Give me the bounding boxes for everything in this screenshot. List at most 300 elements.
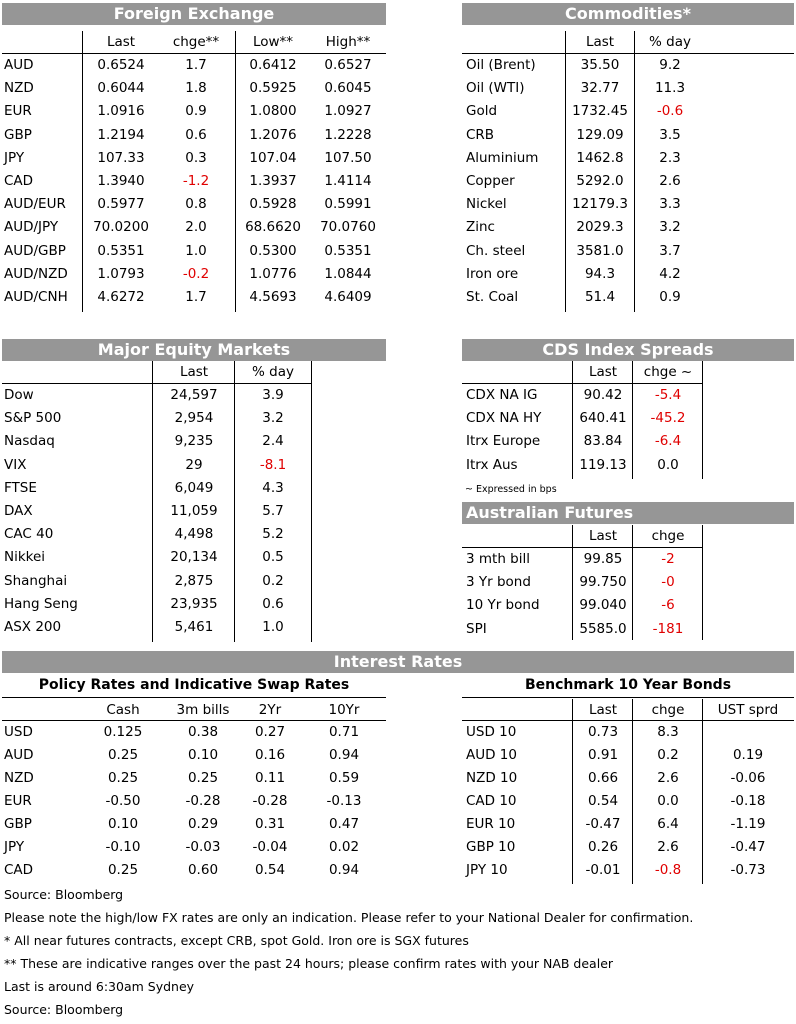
bonds-row-label: AUD 10 [466,747,517,763]
fx-row [2,54,386,77]
equities-cell: 2,954 [174,410,214,427]
bonds-cell: 0.54 [587,793,619,809]
rates-header: Interest Rates [2,651,794,673]
fx-cell: 1.7 [185,57,207,73]
fx-cell: 4.6272 [97,289,145,305]
policy-row [2,836,386,859]
cds-row [462,430,794,453]
fx-cell: 1.0776 [249,265,297,282]
fx-row [2,286,386,309]
equities-cell: 3.9 [262,387,284,403]
cds-note: ~ Expressed in bps [465,484,557,495]
fx-row-label: AUD/CNH [4,289,68,305]
policy-cell: 0.25 [107,747,139,763]
commodities-row [462,124,794,147]
cds-cell: 640.41 [579,410,627,427]
cds-row-label: CDX NA HY [466,410,542,427]
commodities-cell: 3.5 [659,126,681,143]
commodities-row-label: Aluminium [466,149,539,166]
fx-cell: 1.2228 [324,126,372,143]
fx-row-label: AUD/EUR [4,196,66,213]
cds-table [462,361,794,479]
commodities-cell: 12179.3 [572,196,628,213]
fx-cell: 0.5925 [249,80,297,97]
bonds-cell: -0.47 [585,816,621,832]
fx-cell: 0.6527 [324,57,372,73]
policy-cell: 0.27 [254,724,286,740]
bonds-row [462,767,794,790]
commodities-cell: 32.77 [580,80,620,97]
note-fx-disclaimer: Please note the high/low FX rates are only an indication. Please refer to your National Dealer for confirmation. [4,910,694,925]
equities-cell: 4.3 [262,479,284,496]
equities-cell: 11,059 [170,503,218,519]
futures-table [462,525,794,640]
equities-row [2,384,386,407]
bonds-cell: 0.0 [657,793,679,809]
fx-cell: 4.5693 [249,289,297,305]
fx-cell: 0.5977 [97,196,145,213]
cds-header-row [462,361,794,384]
policy-cell: 0.59 [328,770,360,786]
commodities-row [462,100,794,123]
fx-row [2,147,386,170]
equities-cell: 0.2 [262,572,284,589]
commodities-cell: 35.50 [580,57,620,73]
equities-cell: 2,875 [174,572,214,589]
policy-cell: 0.60 [187,862,219,878]
equities-cell: 6,049 [174,479,214,496]
cds-cell: -45.2 [650,410,686,427]
equities-cell: 2.4 [262,433,284,450]
bonds-row-label: NZD 10 [466,770,518,786]
policy-row-label: EUR [4,793,32,809]
note-source-2: Source: Bloomberg [4,1002,124,1017]
fx-cell: 0.5928 [249,196,297,213]
fx-cell: 0.8 [185,196,207,213]
policy-col-header: Cash [106,702,140,718]
bonds-title: Benchmark 10 Year Bonds [524,677,732,693]
note-futures: * All near futures contracts, except CRB, spot Gold. Iron ore is SGX futures [4,933,469,948]
fx-row [2,216,386,239]
futures-row [462,571,794,594]
commodities-cell: 51.4 [584,289,616,305]
fx-row-label: AUD/GBP [4,242,66,259]
policy-rates-title: Policy Rates and Indicative Swap Rates [38,677,350,693]
cds-cell: 90.42 [583,387,623,403]
futures-row [462,594,794,617]
note-ranges: ** These are indicative ranges over the past 24 hours; please confirm rates with your NAB dealer [4,956,614,971]
fx-col-header: Last [106,34,136,50]
commodities-cell: 3.3 [659,196,681,213]
equities-row [2,407,386,430]
policy-row [2,744,386,767]
commodities-row-label: Oil (Brent) [466,57,536,73]
policy-cell: 0.71 [328,724,360,740]
equities-row-label: Nasdaq [4,433,55,450]
cds-col-header: chge ~ [643,364,693,380]
bonds-row-label: JPY 10 [466,862,508,878]
fx-cell: 1.2194 [97,126,145,143]
commodities-table [462,31,794,312]
policy-rates-table [2,699,386,884]
note-timing: Last is around 6:30am Sydney [4,979,195,994]
policy-row [2,813,386,836]
equities-row-label: FTSE [4,479,37,496]
fx-cell: 1.0800 [249,103,297,120]
cds-row [462,454,794,477]
bonds-table [462,699,794,884]
commodities-cell: 1732.45 [572,103,628,120]
equities-cell: 23,935 [170,595,218,612]
commodities-header: Commodities* [462,3,794,25]
commodities-row-label: Ch. steel [466,242,526,259]
commodities-cell: 3.7 [659,242,681,259]
fx-cell: 0.5351 [97,242,145,259]
fx-cell: 1.0 [185,242,207,259]
policy-cell: 0.25 [107,862,139,878]
bonds-cell: -0.47 [730,839,766,855]
fx-cell: 2.0 [185,219,207,236]
bonds-cell: -0.06 [730,770,766,786]
commodities-row-label: St. Coal [466,289,519,305]
fx-cell: 0.6412 [249,57,297,73]
policy-row-label: JPY [4,839,25,855]
fx-row-label: NZD [4,80,34,97]
cds-row-label: Itrx Europe [466,433,541,450]
fx-row-label: AUD/NZD [4,265,68,282]
equities-cell: 29 [185,456,203,473]
futures-row-label: 10 Yr bond [466,597,540,614]
equities-cell: 20,134 [170,549,218,566]
equities-header: Major Equity Markets [2,339,386,361]
policy-cell: 0.10 [187,747,219,763]
policy-cell: 0.38 [187,724,219,740]
fx-cell: 107.04 [249,149,297,166]
fx-cell: 4.6409 [324,289,372,305]
equities-row-label: Nikkei [4,549,46,566]
fx-col-header: Low** [252,34,294,50]
equities-cell: 5,461 [174,619,214,635]
commodities-cell: 3.2 [659,219,681,236]
policy-row-label: USD [4,724,33,740]
policy-cell: -0.28 [185,793,221,809]
policy-cell: -0.13 [326,793,362,809]
futures-header: Australian Futures [462,502,794,524]
equities-row [2,500,386,523]
commodities-cell: 94.3 [584,265,616,282]
equities-cell: -8.1 [259,456,287,473]
fx-cell: 1.3940 [97,173,145,189]
commodities-row-label: Copper [466,173,515,189]
commodities-cell: 1462.8 [576,149,624,166]
fx-row-label: AUD/JPY [4,219,59,236]
policy-cell: 0.16 [254,747,286,763]
cds-col-header: Last [588,364,618,380]
fx-row [2,240,386,263]
equities-row-label: S&P 500 [4,410,62,427]
equities-row-label: VIX [4,456,27,473]
policy-cell: 0.11 [254,770,286,786]
fx-header-row [2,31,386,54]
policy-col-header: 2Yr [258,702,282,718]
bonds-col-header: Last [588,702,618,718]
equities-cell: 9,235 [174,433,214,450]
fx-cell: 0.5991 [324,196,372,213]
commodities-cell: -0.6 [656,103,684,120]
fx-cell: 1.3937 [249,173,297,189]
bonds-row [462,859,794,882]
fx-cell: -0.2 [182,265,210,282]
bonds-cell: 8.3 [657,724,679,740]
fx-col-header: High** [325,34,371,50]
bonds-row [462,790,794,813]
bonds-cell: 0.73 [587,724,619,740]
futures-cell: -181 [652,620,684,637]
equities-cell: 5.7 [262,503,284,519]
fx-row [2,77,386,100]
equities-cell: 4,498 [174,526,214,543]
equities-col-header: % day [252,364,294,380]
commodities-row [462,286,794,309]
bonds-cell: 2.6 [657,770,679,786]
policy-row-label: CAD [4,862,34,878]
equities-row-label: Dow [4,387,34,403]
equities-row [2,523,386,546]
bonds-header-row [462,699,794,722]
equities-row-label: Hang Seng [4,595,78,612]
policy-row [2,859,386,882]
policy-cell: -0.28 [252,793,288,809]
cds-cell: -6.4 [654,433,682,450]
commodities-row [462,170,794,193]
commodities-cell: 129.09 [576,126,624,143]
fx-cell: 1.0844 [324,265,372,282]
policy-header-row [2,699,386,722]
policy-cell: 0.54 [254,862,286,878]
futures-cell: -2 [661,551,675,567]
commodities-row [462,54,794,77]
equities-row-label: CAC 40 [4,526,54,543]
policy-row [2,767,386,790]
equities-cell: 24,597 [170,387,218,403]
commodities-cell: 0.9 [659,289,681,305]
cds-cell: -5.4 [654,387,682,403]
fx-cell: 1.8 [185,80,207,97]
equities-header-row [2,361,386,384]
commodities-cell: 5292.0 [576,173,624,189]
equities-row [2,430,386,453]
bonds-cell: 6.4 [657,816,679,832]
futures-row-label: 3 mth bill [466,551,530,567]
bonds-cell: 0.91 [587,747,619,763]
futures-row-label: SPI [466,620,487,637]
equities-row [2,593,386,616]
bonds-row [462,744,794,767]
futures-cell: 99.040 [579,597,627,614]
equities-cell: 1.0 [262,619,284,635]
bonds-row-label: EUR 10 [466,816,516,832]
bonds-cell: 0.66 [587,770,619,786]
policy-cell: 0.10 [107,816,139,832]
bonds-row [462,813,794,836]
equities-row-label: Shanghai [4,572,68,589]
commodities-cell: 9.2 [659,57,681,73]
fx-cell: 1.2076 [249,126,297,143]
policy-row-label: AUD [4,747,34,763]
futures-col-header: chge [651,528,685,544]
commodities-cell: 2029.3 [576,219,624,236]
equities-row [2,477,386,500]
equities-table [2,361,386,642]
futures-header-row [462,525,794,548]
bonds-cell: -0.73 [730,862,766,878]
cds-cell: 83.84 [583,433,623,450]
policy-row-label: GBP [4,816,32,832]
equities-row [2,570,386,593]
equities-cell: 3.2 [262,410,284,427]
policy-cell: 0.125 [103,724,143,740]
bonds-col-header: UST sprd [717,702,779,718]
bonds-cell: 2.6 [657,839,679,855]
bonds-cell: 0.19 [732,747,764,763]
fx-row [2,124,386,147]
equities-row [2,454,386,477]
commodities-row-label: Iron ore [466,265,519,282]
commodities-row [462,147,794,170]
policy-cell: 0.25 [187,770,219,786]
bonds-row [462,836,794,859]
fx-cell: 0.5351 [324,242,372,259]
policy-cell: 0.25 [107,770,139,786]
bonds-row-label: CAD 10 [466,793,517,809]
equities-col-header: Last [179,364,209,380]
futures-cell: -0 [661,574,675,591]
fx-cell: 68.6620 [245,219,301,236]
equities-row-label: ASX 200 [4,619,62,635]
equities-cell: 0.5 [262,549,284,566]
futures-row [462,548,794,571]
policy-cell: 0.94 [328,862,360,878]
policy-cell: 0.02 [328,839,360,855]
policy-cell: 0.29 [187,816,219,832]
fx-row-label: CAD [4,173,34,189]
equities-row [2,546,386,569]
policy-col-header: 10Yr [328,702,360,718]
commodities-col-header: Last [585,34,615,50]
policy-cell: 0.47 [328,816,360,832]
fx-row [2,263,386,286]
fx-table [2,31,386,312]
policy-cell: -0.04 [252,839,288,855]
futures-cell: 5585.0 [579,620,627,637]
futures-row-label: 3 Yr bond [466,574,531,591]
equities-row-label: DAX [4,503,33,519]
cds-row-label: CDX NA IG [466,387,538,403]
equities-row [2,616,386,639]
fx-row [2,170,386,193]
fx-cell: 0.6045 [324,80,372,97]
fx-cell: 0.6524 [97,57,145,73]
fx-cell: 1.0793 [97,265,145,282]
fx-cell: 1.0916 [97,103,145,120]
commodities-row-label: Zinc [466,219,495,236]
commodities-row [462,263,794,286]
bonds-row [462,721,794,744]
commodities-row-label: Nickel [466,196,507,213]
equities-cell: 5.2 [262,526,284,543]
commodities-cell: 3581.0 [576,242,624,259]
cds-header: CDS Index Spreads [462,339,794,361]
futures-col-header: Last [588,528,618,544]
futures-cell: -6 [661,597,675,614]
commodities-row [462,216,794,239]
fx-row [2,193,386,216]
commodities-col-header: % day [649,34,691,50]
fx-row-label: EUR [4,103,32,120]
policy-row-label: NZD [4,770,34,786]
cds-row [462,384,794,407]
policy-row [2,721,386,744]
bonds-cell: 0.26 [587,839,619,855]
fx-cell: 107.50 [324,149,372,166]
fx-row-label: GBP [4,126,32,143]
fx-cell: 0.5300 [249,242,297,259]
bonds-row-label: GBP 10 [466,839,516,855]
policy-cell: -0.03 [185,839,221,855]
commodities-row [462,240,794,263]
fx-row [2,100,386,123]
commodities-header-row [462,31,794,54]
commodities-row [462,193,794,216]
cds-row-label: Itrx Aus [466,456,518,473]
futures-cell: 99.750 [579,574,627,591]
policy-cell: 0.31 [254,816,286,832]
futures-row [462,618,794,641]
cds-cell: 119.13 [579,456,627,473]
bonds-cell: -0.01 [585,862,621,878]
equities-cell: 0.6 [262,595,284,612]
bonds-cell: -0.18 [730,793,766,809]
policy-cell: -0.50 [105,793,141,809]
fx-cell: 1.0927 [324,103,372,120]
note-source-1: Source: Bloomberg [4,887,124,902]
fx-cell: 107.33 [97,149,145,166]
bonds-col-header: chge [651,702,685,718]
commodities-cell: 4.2 [659,265,681,282]
fx-cell: -1.2 [182,173,210,189]
policy-row [2,790,386,813]
fx-row-label: AUD [4,57,34,73]
policy-cell: 0.94 [328,747,360,763]
bonds-row-label: USD 10 [466,724,517,740]
fx-cell: 0.6 [185,126,207,143]
fx-cell: 0.9 [185,103,207,120]
fx-cell: 1.4114 [324,173,372,189]
futures-cell: 99.85 [583,551,623,567]
commodities-row [462,77,794,100]
fx-col-header: chge** [172,34,220,50]
commodities-cell: 2.3 [659,149,681,166]
fx-cell: 70.0760 [320,219,376,236]
commodities-row-label: CRB [466,126,495,143]
fx-cell: 0.6044 [97,80,145,97]
policy-col-header: 3m bills [176,702,230,718]
commodities-cell: 2.6 [659,173,681,189]
fx-header: Foreign Exchange [2,3,386,25]
fx-cell: 70.0200 [93,219,149,236]
fx-cell: 1.7 [185,289,207,305]
cds-row [462,407,794,430]
